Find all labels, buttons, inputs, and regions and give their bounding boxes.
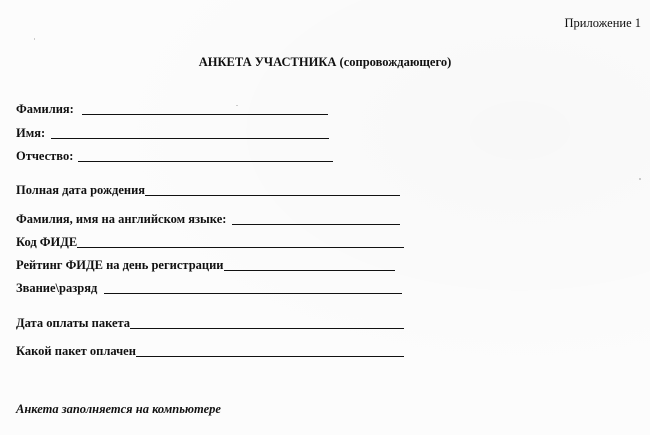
patronymic-label: Отчество: bbox=[16, 149, 74, 163]
fide-rating-field[interactable] bbox=[16, 256, 395, 272]
title-rank-input-line[interactable] bbox=[104, 281, 402, 294]
payment-date-label: Дата оплаты пакета bbox=[16, 316, 131, 330]
name-input-line[interactable] bbox=[51, 126, 329, 139]
name-field[interactable] bbox=[16, 124, 329, 140]
payment-date-field[interactable] bbox=[16, 314, 404, 330]
paid-package-field[interactable] bbox=[16, 342, 404, 358]
scan-speck bbox=[34, 38, 35, 40]
form-title: АНКЕТА УЧАСТНИКА (сопровождающего) bbox=[198, 55, 452, 69]
birth-date-label: Полная дата рождения bbox=[16, 183, 146, 197]
fide-code-field[interactable] bbox=[16, 233, 404, 249]
fide-code-input-line[interactable] bbox=[77, 235, 404, 248]
fide-code-label: Код ФИДЕ bbox=[16, 235, 78, 249]
fide-rating-label: Рейтинг ФИДЕ на день регистрации bbox=[16, 258, 224, 272]
surname-field[interactable] bbox=[16, 100, 328, 116]
fide-rating-input-line[interactable] bbox=[224, 258, 395, 271]
title-rank-label: Звание\разряд bbox=[16, 281, 98, 295]
title-rank-field[interactable] bbox=[16, 279, 402, 295]
name-label: Имя: bbox=[16, 126, 46, 140]
scan-speck bbox=[236, 105, 238, 106]
scan-speck bbox=[639, 178, 641, 180]
english-name-label: Фамилия, имя на английском языке: bbox=[16, 212, 227, 226]
birth-date-field[interactable] bbox=[16, 181, 400, 197]
payment-date-input-line[interactable] bbox=[130, 316, 404, 329]
english-name-field[interactable] bbox=[16, 210, 400, 226]
birth-date-input-line[interactable] bbox=[145, 183, 400, 196]
patronymic-input-line[interactable] bbox=[78, 149, 333, 162]
surname-label: Фамилия: bbox=[16, 102, 74, 116]
paid-package-input-line[interactable] bbox=[136, 344, 404, 357]
footer-note: Анкета заполняется на компьютере bbox=[16, 402, 221, 416]
english-name-input-line[interactable] bbox=[232, 212, 400, 225]
surname-input-line[interactable] bbox=[82, 102, 328, 115]
paid-package-label: Какой пакет оплачен bbox=[16, 344, 136, 358]
appendix-label: Приложение 1 bbox=[564, 16, 641, 30]
patronymic-field[interactable] bbox=[16, 147, 333, 163]
